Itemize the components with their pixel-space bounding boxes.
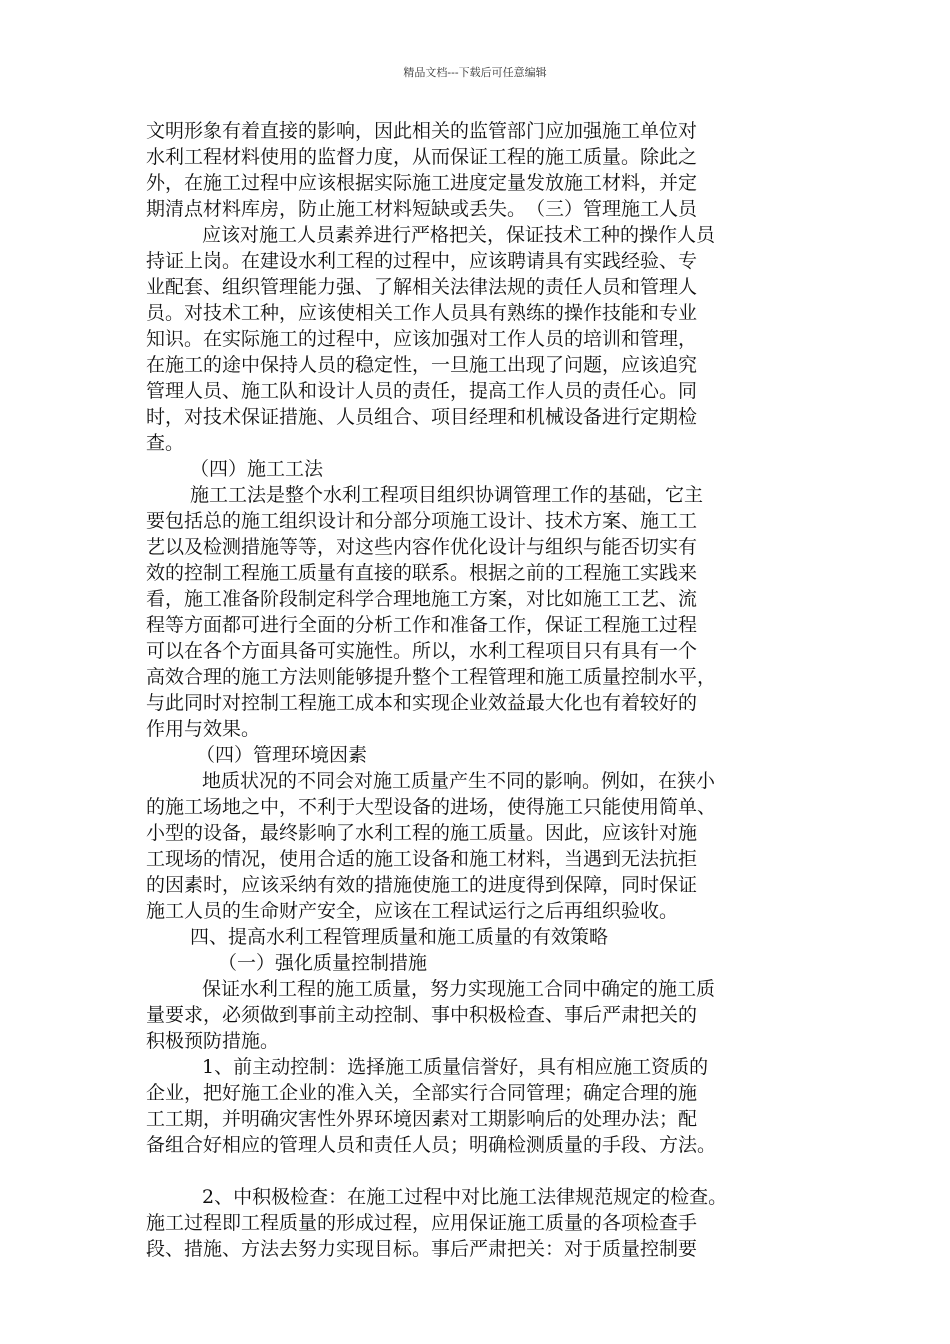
paragraph-line: 段、措施、方法去努力实现目标。事后严肃把关：对于质量控制要 — [146, 1238, 698, 1260]
paragraph-line: 高效合理的施工方法则能够提升整个工程管理和施工质量控制水平， — [146, 666, 717, 688]
blank-line — [146, 1158, 806, 1184]
paragraph-line: 2、中积极检查：在施工过程中对比施工法律规范规定的检查。 — [202, 1186, 728, 1208]
paragraph-line: 艺以及检测措施等等，对这些内容作优化设计与组织与能否切实有 — [146, 536, 698, 558]
paragraph-line: 持证上岗。在建设水利工程的过程中，应该聘请具有实践经验、专 — [146, 250, 698, 272]
paragraph-line: 小型的设备，最终影响了水利工程的施工质量。因此，应该针对施 — [146, 822, 698, 844]
paragraph-line: 工工期，并明确灾害性外界环境因素对工期影响后的处理办法；配 — [146, 1108, 698, 1130]
paragraph-line: 量要求，必须做到事前主动控制、事中积极检查、事后严肃把关的 — [146, 1004, 698, 1026]
paragraph-line: 业配套、组织管理能力强、了解相关法律法规的责任人员和管理人 — [146, 276, 698, 298]
paragraph-line: 积极预防措施。 — [146, 1030, 280, 1052]
paragraph-line: （四）施工工法 — [190, 458, 324, 480]
paragraph-line: 可以在各个方面具备可实施性。所以，水利工程项目只有具有一个 — [146, 640, 698, 662]
paragraph-line: 期清点材料库房，防止施工材料短缺或丢失。 （三）管理施工人员 — [146, 198, 698, 220]
paragraph-line: 员。对技术工种，应该使相关工作人员具有熟练的操作技能和专业 — [146, 302, 698, 324]
paragraph-line: 四、提高水利工程管理质量和施工质量的有效策略 — [190, 926, 609, 948]
paragraph-line: 效的控制工程施工质量有直接的联系。根据之前的工程施工实践来 — [146, 562, 698, 584]
paragraph-line: （四）管理环境因素 — [196, 744, 368, 766]
paragraph-line: （一）强化质量控制措施 — [218, 952, 428, 974]
paragraph-line: 看，施工准备阶段制定科学合理地施工方案，对比如施工工艺、流 — [146, 588, 698, 610]
paragraph-line: 程等方面都可进行全面的分析工作和准备工作，保证工程施工过程 — [146, 614, 698, 636]
paragraph-line: 文明形象有着直接的影响，因此相关的监管部门应加强施工单位对 — [146, 120, 698, 142]
paragraph-line: 应该对施工人员素养进行严格把关，保证技术工种的操作人员 — [202, 224, 716, 246]
paragraph-line: 要包括总的施工组织设计和分部分项施工设计、技术方案、施工工 — [146, 510, 698, 532]
paragraph-line: 施工工法是整个水利工程项目组织协调管理工作的基础，它主 — [190, 484, 704, 506]
paragraph-line: 工现场的情况，使用合适的施工设备和施工材料，当遇到无法抗拒 — [146, 848, 698, 870]
paragraph-line: 企业，把好施工企业的准入关，全部实行合同管理；确定合理的施 — [146, 1082, 698, 1104]
paragraph-line: 的施工场地之中，不利于大型设备的进场，使得施工只能使用简单、 — [146, 796, 717, 818]
paragraph-line: 施工人员的生命财产安全，应该在工程试运行之后再组织验收。 — [146, 900, 679, 922]
paragraph-line: 时，对技术保证措施、人员组合、项目经理和机械设备进行定期检 — [146, 406, 698, 428]
paragraph-line: 与此同时对控制工程施工成本和实现企业效益最大化也有着较好的 — [146, 692, 698, 714]
paragraph-line: 查。 — [146, 432, 185, 454]
paragraph-line: 的因素时，应该采纳有效的措施使施工的进度得到保障，同时保证 — [146, 874, 698, 896]
paragraph-line: 知识。在实际施工的过程中，应该加强对工作人员的培训和管理， — [146, 328, 698, 350]
paragraph-line: 外，在施工过程中应该根据实际施工进度定量发放施工材料，并定 — [146, 172, 698, 194]
page-header: 精品文档---下载后可任意编辑 — [403, 66, 547, 79]
paragraph-line: 1、前主动控制：选择施工质量信誉好，具有相应施工资质的 — [202, 1056, 709, 1078]
paragraph-line: 保证水利工程的施工质量，努力实现施工合同中确定的施工质 — [202, 978, 716, 1000]
paragraph-line: 管理人员、施工队和设计人员的责任，提高工作人员的责任心。同 — [146, 380, 698, 402]
paragraph-line: 作用与效果。 — [146, 718, 261, 740]
paragraph-line: 水利工程材料使用的监督力度，从而保证工程的施工质量。除此之 — [146, 146, 698, 168]
paragraph-line: 备组合好相应的管理人员和责任人员；明确检测质量的手段、方法。 — [146, 1134, 717, 1156]
paragraph-line: 在施工的途中保持人员的稳定性，一旦施工出现了问题，应该追究 — [146, 354, 698, 376]
paragraph-line: 地质状况的不同会对施工质量产生不同的影响。例如，在狭小 — [202, 770, 716, 792]
paragraph-line: 施工过程即工程质量的形成过程，应用保证施工质量的各项检查手 — [146, 1212, 698, 1234]
document-body — [146, 118, 806, 1262]
